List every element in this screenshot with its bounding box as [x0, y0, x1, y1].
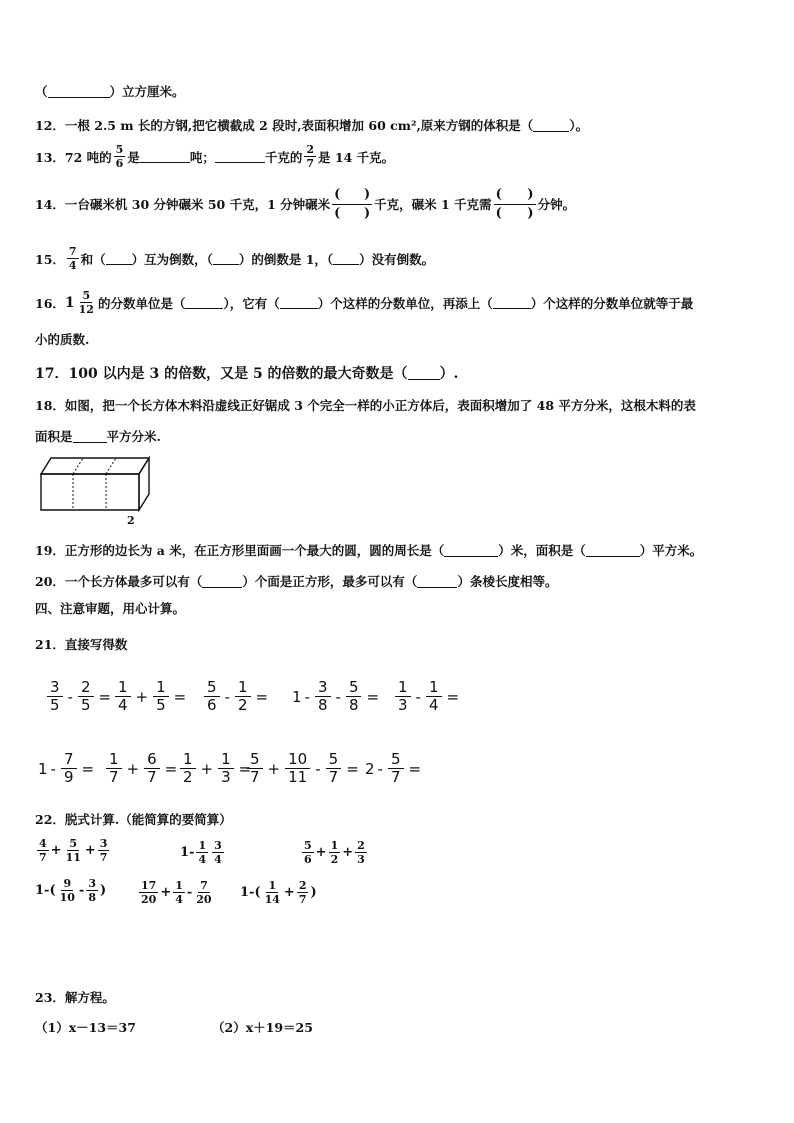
- answer-blank[interactable]: [408, 367, 440, 380]
- question-number: 21．: [35, 637, 65, 652]
- q11-tail: （ ）立方厘米。: [35, 84, 185, 99]
- calc-item: $\frac{1}{3}$ - $\frac{1}{4}$ =: [393, 680, 462, 713]
- answer-blank[interactable]: [73, 430, 107, 443]
- calc-item: $\frac{17}{20}$ + $\frac{1}{4}$ - $\frac{7}{20}$: [141, 879, 212, 906]
- calc-item: $\frac{5}{6}$ - $\frac{1}{2}$ =: [202, 680, 271, 713]
- equation-1: （1）x－13＝37: [35, 1020, 136, 1035]
- question-16: 16． 1 $\frac{5}{12}$ 的分数单位是（ ），它有（ ）个这样的分数单位，再添上（ ）个这样的分数单位就等于最: [35, 289, 694, 316]
- calc-item: $\frac{5}{7}$ + $\frac{10}{11}$ - $\frac{5}{7}$ =: [245, 752, 362, 785]
- question-17: 17． 100 以内是 3 的倍数，又是 5 的倍数的最大奇数是（ ）.: [35, 363, 458, 383]
- question-22: 22． 脱式计算.（能简算的要简算）: [35, 812, 232, 827]
- fraction-blank[interactable]: ( ) ( ): [334, 187, 371, 221]
- question-number: 13．: [35, 149, 65, 165]
- answer-blank[interactable]: [280, 296, 318, 309]
- calc-item: $\frac{1}{7}$ + $\frac{6}{7}$ =: [104, 752, 180, 785]
- calc-item: 1 - ( $\frac{9}{10}$ - $\frac{3}{8}$ ): [35, 877, 107, 904]
- question-number: 14．: [35, 197, 65, 213]
- question-12: 12． 一根 2.5 m 长的方钢,把它横截成 2 段时,表面积增加 60 cm²,原来方钢的体积是（ ）。: [35, 118, 589, 133]
- answer-blank[interactable]: [444, 544, 498, 557]
- answer-blank[interactable]: [493, 296, 531, 309]
- cuboid-drawing: [35, 452, 160, 530]
- answer-blank[interactable]: [140, 150, 190, 163]
- question-16-cont: 小的质数.: [35, 332, 90, 347]
- question-number: 16．: [35, 295, 65, 311]
- answer-blank[interactable]: [213, 252, 239, 265]
- answer-blank[interactable]: [333, 252, 359, 265]
- question-21: 21． 直接写得数: [35, 637, 128, 652]
- fraction: $\frac{2}{7}$: [306, 143, 315, 170]
- question-number: 18．: [35, 398, 65, 413]
- question-23: 23． 解方程。: [35, 990, 115, 1005]
- fraction: $\frac{7}{4}$: [68, 245, 77, 272]
- mixed-number-whole: 1: [64, 294, 75, 311]
- question-number: 19．: [35, 543, 65, 558]
- question-14: 14． 一台碾米机 30 分钟碾米 50 千克，1 分钟碾米 ( ) ( ) 千克，碾米 1 千克需 ( ) ( ) 分钟。: [35, 187, 576, 221]
- calc-item: $\frac{1}{4}$ + $\frac{1}{5}$ =: [113, 680, 189, 713]
- question-number: 22．: [35, 812, 65, 827]
- question-number: 23．: [35, 990, 65, 1005]
- figure-label: 2: [127, 514, 135, 527]
- question-18: 18． 如图，把一个长方体木料沿虚线正好锯成 3 个完全一样的小正方体后，表面积增加了 48 平方分米，这根木料的表: [35, 398, 696, 413]
- answer-blank[interactable]: [48, 85, 110, 98]
- calc-item: $\frac{3}{5}$ - $\frac{2}{5}$ =: [45, 680, 114, 713]
- cuboid-figure: [35, 452, 160, 530]
- calc-item: 1 - $\frac{3}{8}$ - $\frac{5}{8}$ =: [292, 678, 380, 714]
- answer-blank[interactable]: [215, 150, 265, 163]
- fraction-blank[interactable]: ( ) ( ): [495, 187, 534, 221]
- fraction: $\frac{5}{12}$: [78, 289, 94, 316]
- answer-blank[interactable]: [533, 119, 569, 132]
- calc-item: $\frac{4}{7}$ + $\frac{5}{11}$ + $\frac{3}{7}$: [39, 837, 108, 864]
- calc-item: 1 - ( $\frac{1}{14}$ + $\frac{2}{7}$ ): [240, 879, 317, 906]
- question-number: 20．: [35, 574, 65, 589]
- question-18-cont: 面积是 平方分米.: [35, 429, 161, 444]
- question-20: 20． 一个长方体最多可以有（ ）个面是正方形，最多可以有（ ）条棱长度相等。: [35, 574, 558, 589]
- answer-blank[interactable]: [106, 252, 132, 265]
- question-number: 15．: [35, 251, 65, 267]
- answer-blank[interactable]: [185, 296, 223, 309]
- calc-item: 2 - $\frac{5}{7}$ =: [365, 750, 422, 786]
- equation-2: （2）x＋19＝25: [212, 1020, 313, 1035]
- question-19: 19． 正方形的边长为 a 米，在正方形里面画一个最大的圆，圆的周长是（ ）米，面积是（ ）平方米。: [35, 543, 703, 558]
- calc-item: 1 - $\frac{1}{4}$ $\frac{3}{4}$: [180, 839, 222, 866]
- calc-item: $\frac{1}{2}$ + $\frac{1}{3}$ =: [178, 752, 254, 785]
- question-number: 17．: [35, 366, 69, 382]
- fraction: $\frac{5}{6}$: [115, 143, 124, 170]
- question-number: 12．: [35, 118, 65, 133]
- answer-blank[interactable]: [586, 544, 640, 557]
- calc-item: 1 - $\frac{7}{9}$ =: [38, 750, 95, 786]
- answer-blank[interactable]: [417, 575, 457, 588]
- section-heading: 四、注意审题，用心计算。: [35, 601, 186, 616]
- answer-blank[interactable]: [202, 575, 242, 588]
- question-15: 15． $\frac{7}{4}$ 和（ ）互为倒数，（ ）的倒数是 1，（ ）没有倒数。: [35, 245, 435, 272]
- calc-item: $\frac{5}{6}$ + $\frac{1}{2}$ + $\frac{2}{3}$: [304, 839, 365, 866]
- question-13: 13． 72 吨的 $\frac{5}{6}$ 是 吨； 千克的 $\frac{2}{7}$ 是 14 千克。: [35, 143, 395, 170]
